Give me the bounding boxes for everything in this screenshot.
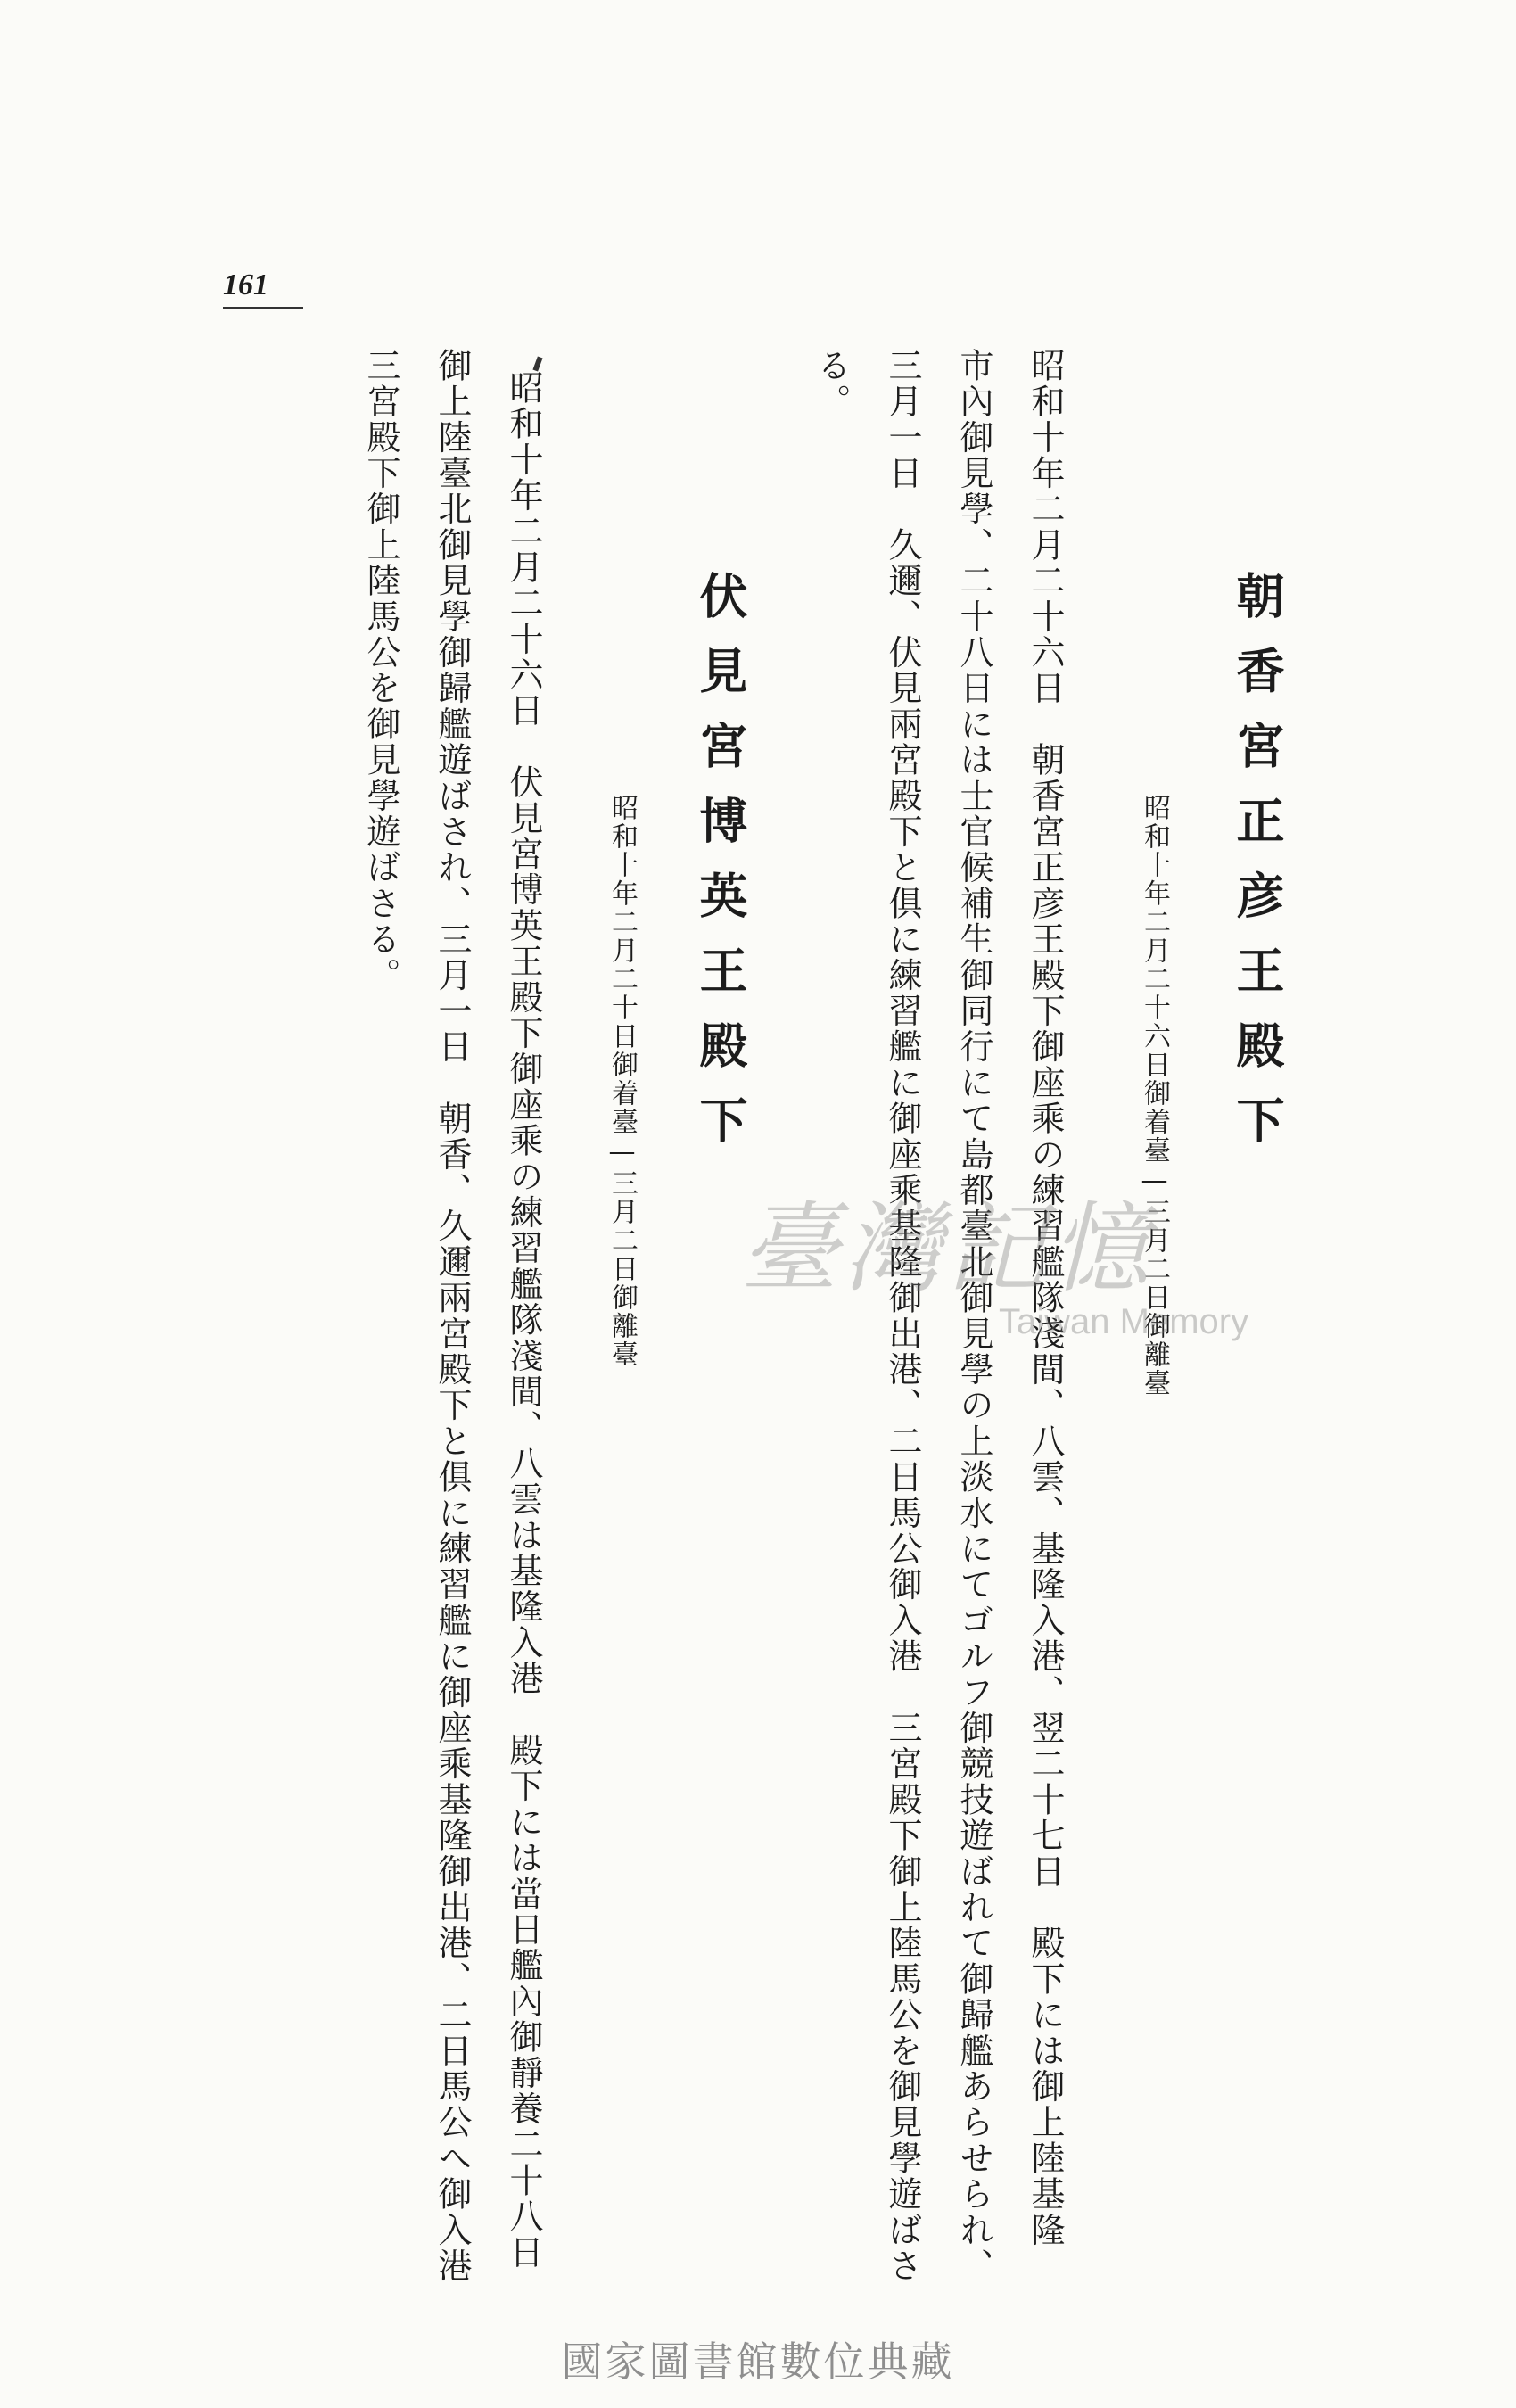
section2-title: 伏見宮博英王殿下 [692,571,749,1170]
page-number: 161 [223,268,303,309]
taiwan-memory-watermark [740,1192,1275,1373]
section2-line-3: 三宮殿下御上陸馬公を御見學遊ばさる。 [361,348,400,994]
section1-line-1: 昭和十年二月二十六日 朝香宮正彦王殿下御座乘の練習艦隊淺間、八雲、基隆入港、翌二十七日 殿下には御上陸基隆 [1026,348,1065,2248]
section1-title: 朝香宮正彦王殿下 [1229,571,1286,1170]
section1-line-4: る。 [812,348,851,420]
section1-dateline: 昭和十年二月二十六日御着臺—三月二日御離臺 [1139,794,1170,1398]
watermark-cjk-text: 臺灣記憶 [740,1192,1154,1306]
section2-dateline: 昭和十年二月二十日御着臺—三月二日御離臺 [606,794,638,1369]
library-footer: 國家圖書館數位典藏 [561,2338,955,2386]
section2-line-2: 御上陸臺北御見學御歸艦遊ばされ、三月一日 朝香、久邇兩宮殿下と俱に練習艦に御座乘基隆御出港、二日馬公へ御入港 [433,348,472,2284]
section1-line-3: 三月一日 久邇、伏見兩宮殿下と俱に練習艦に御座乘基隆御出港、二日馬公御入港 三宮殿下御上陸馬公を御見學遊ばさ [883,348,922,2284]
opening-tick-mark [532,356,542,371]
section1-line-2: 市內御見學、二十八日には士官候補生御同行にて島都臺北御見學の上淡水にてゴルフ御競技遊ばれて御歸艦あらせられ、 [954,348,993,2284]
watermark-latin-text: Taiwan Memory [999,1302,1249,1341]
section2-line-1: 昭和十年二月二十六日 伏見宮博英王殿下御座乘の練習艦隊淺間、八雲は基隆入港 殿下には當日艦內御靜養二十八日 [504,370,543,2271]
